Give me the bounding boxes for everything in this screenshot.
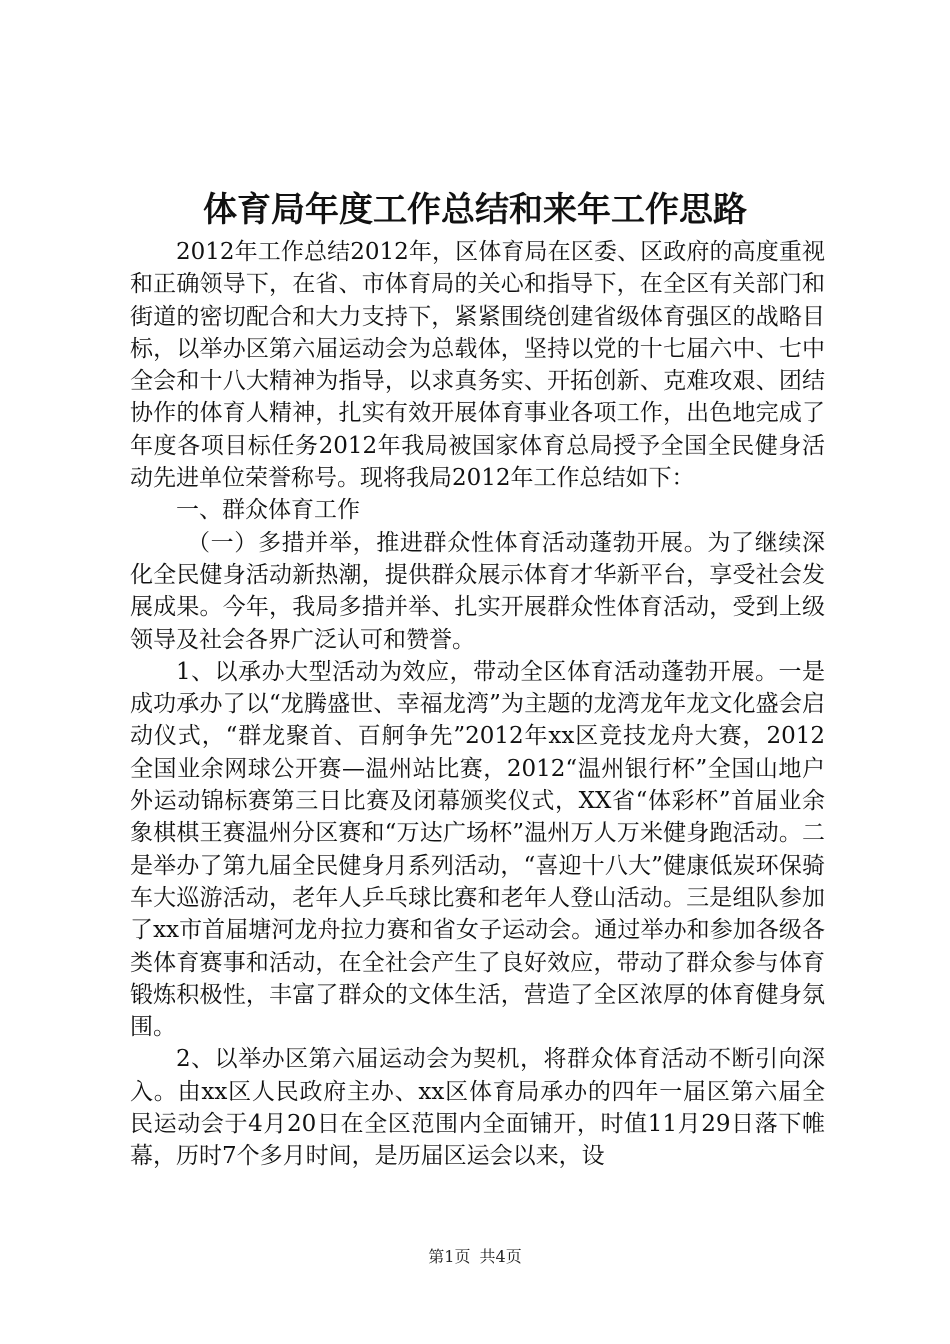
paragraph-item-2: 2、以举办区第六届运动会为契机，将群众体育活动不断引向深入。由xx区人民政府主办、xx区体育局承办的四年一届区第六届全民运动会于4月20日在全区范围内全面铺开，时值11月29日落下帷幕，历时7个多月时间，是历届区运会以来，设	[130, 1046, 825, 1170]
document-body	[130, 236, 825, 1173]
page-footer	[0, 1246, 950, 1268]
paragraph-subsection: （一）多措并举，推进群众性体育活动蓬勃开展。为了继续深化全民健身活动新热潮，提供群众展示体育才华新平台，享受社会发展成果。今年，我局多措并举、扎实开展群众性体育活动，受到上级领导及社会各界广泛认可和赞誉。	[130, 529, 825, 653]
document-title: 体育局年度工作总结和来年工作思路	[203, 190, 747, 230]
paragraph-intro: 2012年工作总结2012年，区体育局在区委、区政府的高度重视和正确领导下，在省、市体育局的关心和指导下，在全区有关部门和街道的密切配合和大力支持下，紧紧围绕创建省级体育强区的战略目标，以举办区第六届运动会为总载体，坚持以党的十七届六中、七中全会和十八大精神为指导，以求真务实、开拓创新、克难攻艰、团结协作的体育人精神，扎实有效开展体育事业各项工作，出色地完成了年度各项目标任务2012年我局被国家体育总局授予全国全民健身活动先进单位荣誉称号。现将我局2012年工作总结如下：	[130, 239, 825, 492]
paragraph-item-1: 1、以承办大型活动为效应，带动全区体育活动蓬勃开展。一是成功承办了以“龙腾盛世、幸福龙湾”为主题的龙湾龙年龙文化盛会启动仪式，“群龙聚首、百舸争先”2012年xx区竞技龙舟大赛，2012全国业余网球公开赛—温州站比赛，2012“温州银行杯”全国山地户外运动锦标赛第三日比赛及闭幕颁奖仪式，XX省“体彩杯”首届业余象棋棋王赛温州分区赛和“万达广场杯”温州万人万米健身跑活动。二是举办了第九届全民健身月系列活动，“喜迎十八大”健康低炭环保骑车大巡游活动，老年人乒乓球比赛和老年人登山活动。三是组队参加了xx市首届塘河龙舟拉力赛和省女子运动会。通过举办和参加各级各类体育赛事和活动，在全社会产生了良好效应，带动了群众参与体育锻炼积极性，丰富了群众的文体生活，营造了全区浓厚的体育健身氛围。	[130, 658, 825, 1041]
section-heading: 一、群众体育工作	[176, 497, 360, 524]
page-total: 共4页	[479, 1247, 522, 1266]
page-number: 第1页	[428, 1247, 471, 1266]
